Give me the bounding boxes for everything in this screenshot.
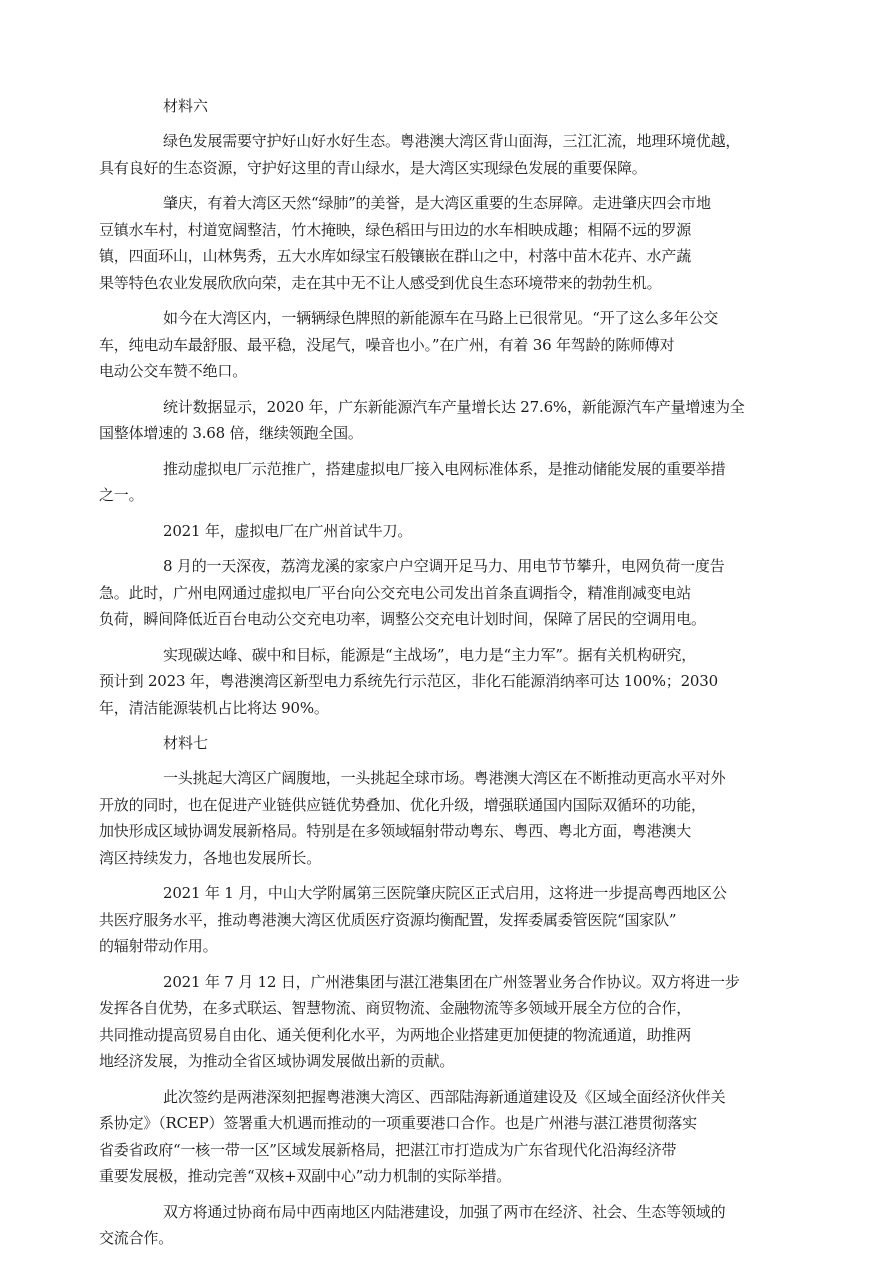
paragraph-line: 双方将通过协商布局中西南地区内陆港建设，加强了两市在经济、社会、生态等领域的	[163, 1202, 726, 1221]
paragraph-line: 车，纯电动车最舒服、最平稳，没尾气，噪音也小。”在广州，有着 36 年驾龄的陈师傅对	[99, 335, 675, 354]
paragraph-line: 湾区持续发力，各地也发展所长。	[99, 848, 322, 867]
paragraph-line: 共医疗服务水平，推动粤港澳大湾区优质医疗资源均衡配置，发挥委属委管医院“国家队”	[99, 910, 677, 929]
paragraph-line: 果等特色农业发展欣欣向荣，走在其中无不让人感受到优良生态环境带来的勃勃生机。	[99, 273, 662, 292]
paragraph-line: 发挥各自优势，在多式联运、智慧物流、商贸物流、金融物流等多领域开展全方位的合作，	[99, 999, 692, 1017]
paragraph-line: 肇庆，有着大湾区天然“绿肺”的美誉，是大湾区重要的生态屏障。走进肇庆四会市地	[163, 194, 711, 212]
paragraph-line: 如今在大湾区内，一辆辆绿色牌照的新能源车在马路上已很常见。“开了这么多年公交	[163, 309, 719, 327]
paragraph-line: 此次签约是两港深刻把握粤港澳大湾区、西部陆海新通道建设及《区域全面经济伙伴关	[163, 1087, 726, 1106]
paragraph	[99, 456, 747, 509]
paragraph	[99, 553, 747, 633]
paragraph	[99, 190, 747, 296]
paragraph-line: 国整体增速的 3.68 倍，继续领跑全国。	[99, 424, 363, 442]
paragraph-line: 实现碳达峰、碳中和目标，能源是“主战场”，电力是“主力军”。据有关机构研究，	[163, 645, 697, 664]
paragraph-line: 开放的同时，也在促进产业链供应链优势叠加、优化升级，增强联通国内国际双循环的功能，	[99, 795, 706, 814]
section-material-7	[99, 730, 747, 1252]
paragraph-line: 2021 年 7 月 12 日，广州港集团与湛江港集团在广州签署业务合作协议。双方将进一步	[163, 972, 740, 991]
paragraph-line: 统计数据显示，2020 年，广东新能源汽车产量增长达 27.6%，新能源汽车产量增速为全	[163, 397, 745, 416]
paragraph	[99, 1199, 747, 1252]
paragraph-line: 电动公交车赞不绝口。	[99, 362, 248, 380]
paragraph-line: 系协定》（RCEP）签署重大机遇而推动的一项重要港口合作。也是广州港与湛江港贯彻落实	[99, 1114, 697, 1132]
paragraph-line: 绿色发展需要守护好山好水好生态。粤港澳大湾区背山面海，三江汇流，地理环境优越，	[163, 132, 741, 150]
paragraph	[131, 518, 747, 545]
document-page	[99, 93, 747, 1261]
paragraph-line: 共同推动提高贸易自由化、通关便利化水平，为两地企业搭建更加便捷的物流通道，助推两	[99, 1025, 692, 1044]
paragraph-line: 具有良好的生态资源，守护好这里的青山绿水，是大湾区实现绿色发展的重要保障。	[99, 158, 647, 177]
section-heading: 材料六	[163, 97, 209, 115]
section-heading: 材料七	[163, 734, 209, 752]
paragraph-line: 镇，四面环山，山林隽秀，五大水库如绿宝石般镶嵌在群山之中，村落中苗木花卉、水产蔬	[99, 247, 692, 265]
paragraph	[99, 394, 747, 447]
paragraph-line: 地经济发展，为推动全省区域协调发展做出新的贡献。	[99, 1052, 455, 1070]
paragraph-line: 2021 年 1 月，中山大学附属第三医院肇庆院区正式启用，这将进一步提高粤西地区公	[163, 884, 727, 902]
paragraph-line: 加快形成区域协调发展新格局。特别是在多领域辐射带动粤东、粤西、粤北方面，粤港澳大	[99, 822, 692, 840]
paragraph-line: 年，清洁能源装机占比将达 90%。	[99, 698, 329, 717]
paragraph	[99, 305, 747, 385]
paragraph-line: 省委省政府“一核一带一区”区域发展新格局，把湛江市打造成为广东省现代化沿海经济带	[99, 1140, 677, 1159]
paragraph	[99, 880, 747, 960]
paragraph-line: 急。此时，广州电网通过虚拟电厂平台向公交充电公司发出首条直调指令，精准削减变电站	[99, 583, 692, 602]
paragraph-line: 豆镇水车村，村道宽阔整洁，竹木掩映，绿色稻田与田边的水车相映成趣；相隔不远的罗源	[99, 220, 692, 239]
paragraph	[99, 128, 747, 181]
paragraph-line: 预计到 2023 年，粤港澳湾区新型电力系统先行示范区，非化石能源消纳率可达 100%；2030	[99, 672, 718, 690]
paragraph-line: 的辐射带动作用。	[99, 937, 218, 955]
paragraph-line: 8 月的一天深夜，荔湾龙溪的家家户户空调开足马力、用电节节攀升，电网负荷一度告	[163, 557, 725, 575]
paragraph	[99, 969, 747, 1075]
paragraph	[99, 765, 747, 871]
paragraph-line: 一头挑起大湾区广阔腹地，一头挑起全球市场。粤港澳大湾区在不断推动更高水平对外	[163, 769, 726, 787]
paragraph	[99, 642, 747, 722]
paragraph-line: 之一。	[99, 486, 144, 504]
paragraph-line: 2021 年，虚拟电厂在广州首试牛刀。	[163, 521, 413, 540]
paragraph	[99, 1084, 747, 1190]
paragraph-line: 重要发展极，推动完善“双核+双副中心”动力机制的实际举措。	[99, 1167, 512, 1185]
paragraph-line: 负荷，瞬间降低近百台电动公交充电功率，调整公交充电计划时间，保障了居民的空调用电。	[99, 610, 706, 628]
paragraph-line: 交流合作。	[99, 1229, 174, 1247]
paragraph-line: 推动虚拟电厂示范推广，搭建虚拟电厂接入电网标准体系，是推动储能发展的重要举措	[163, 459, 726, 478]
section-material-6	[99, 93, 747, 721]
